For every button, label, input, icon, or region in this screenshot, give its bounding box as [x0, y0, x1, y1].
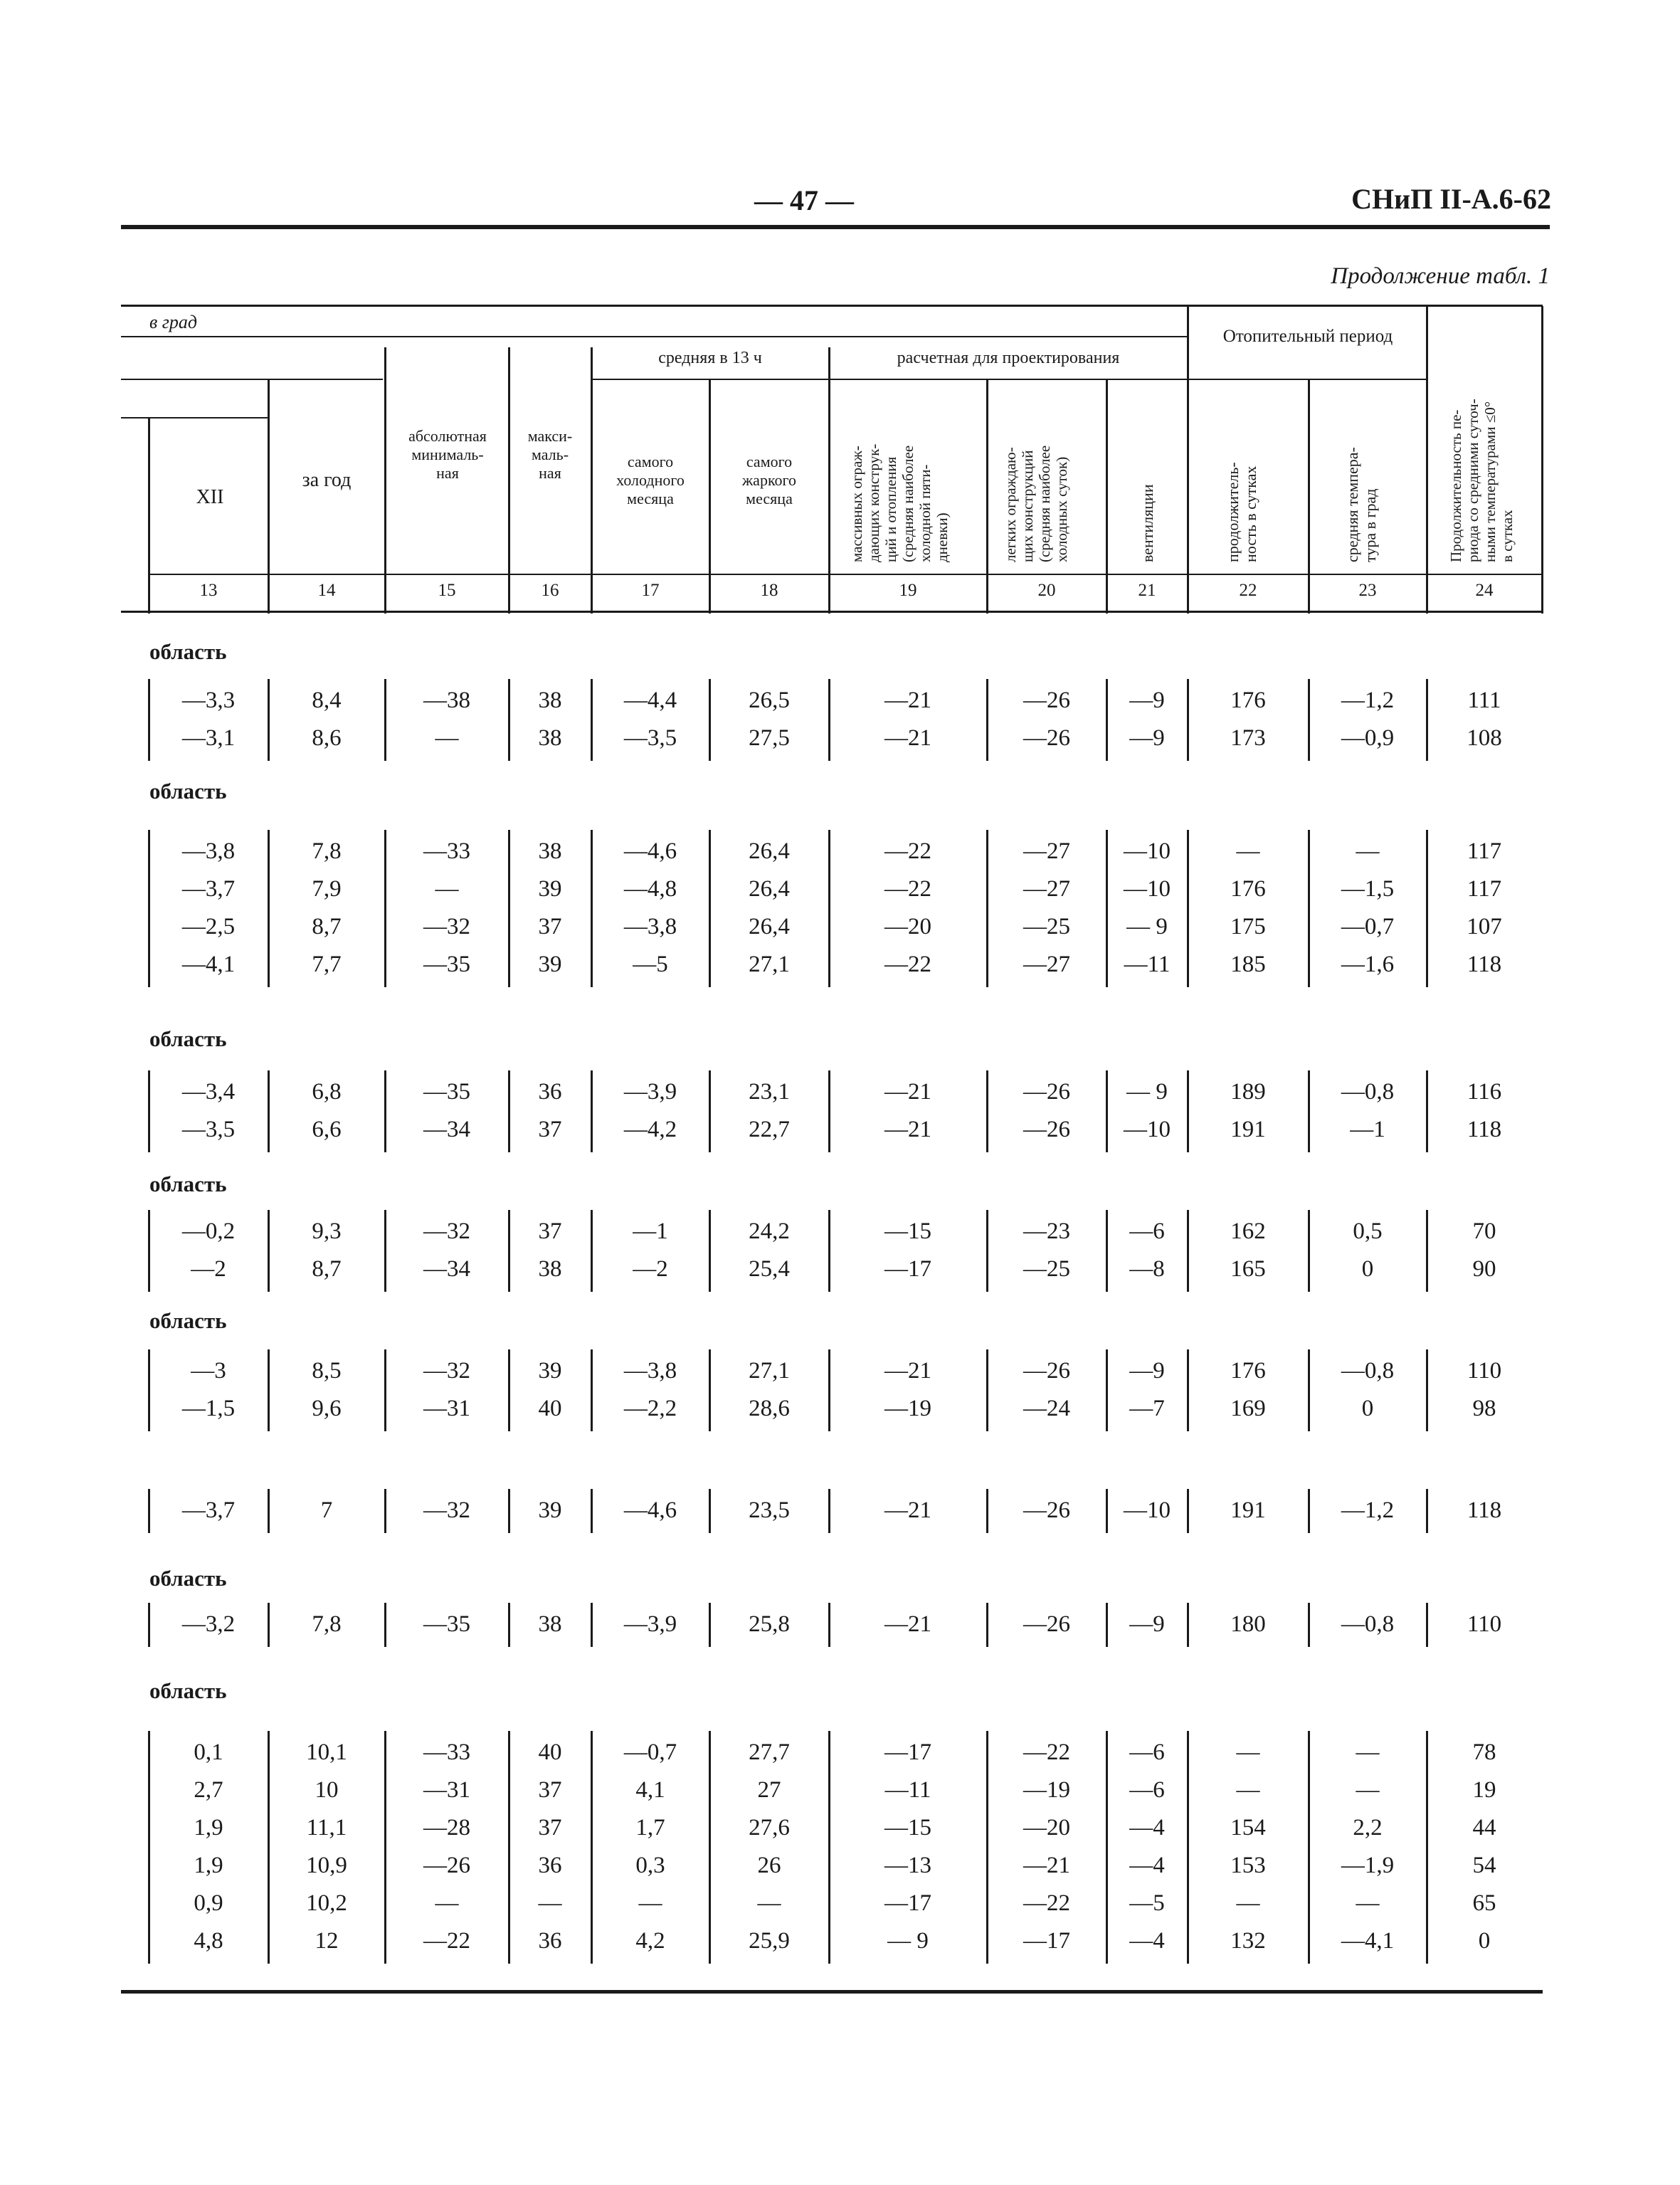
- table-cell: —: [1356, 1777, 1380, 1803]
- table-cell: —21: [884, 1358, 931, 1384]
- table-cell: —: [1236, 838, 1260, 864]
- table-cell: —22: [884, 952, 931, 977]
- table-cell: 0: [1478, 1928, 1491, 1954]
- table-cell: 0,5: [1353, 1218, 1383, 1244]
- table-cell: 9,6: [312, 1396, 342, 1421]
- table-cell: —9: [1129, 725, 1165, 751]
- table-cell: 40: [538, 1396, 562, 1421]
- header-bottom-rule: [148, 574, 1543, 575]
- table-cell: —4: [1129, 1853, 1165, 1878]
- table-cell: —9: [1129, 1358, 1165, 1384]
- table-cell: 189: [1230, 1079, 1266, 1105]
- table-cell: 7,7: [312, 952, 342, 977]
- table-cell: 9,3: [312, 1218, 342, 1244]
- units-underline: [121, 336, 1188, 337]
- table-cell: 27,5: [749, 725, 790, 751]
- table-cell: —: [1236, 1777, 1260, 1803]
- table-cell: 24,2: [749, 1218, 790, 1244]
- table-cell: —: [435, 876, 459, 902]
- table-cell: —26: [1023, 1497, 1070, 1523]
- table-cell: 27,6: [749, 1815, 790, 1841]
- table-cell: 191: [1230, 1117, 1266, 1142]
- hdr-sep-11: [1308, 380, 1310, 614]
- table-cell: —26: [423, 1853, 470, 1878]
- table-cell: 110: [1467, 1358, 1502, 1384]
- table-cell: —3,4: [181, 1079, 236, 1105]
- table-cell: 90: [1472, 1256, 1496, 1282]
- table-cell: 107: [1467, 914, 1502, 939]
- table-cell: —33: [423, 838, 470, 864]
- col23-label: средняя темпера- тура в град: [1343, 447, 1379, 562]
- table-cell: —: [757, 1890, 781, 1916]
- table-cell: 78: [1472, 1739, 1496, 1765]
- table-cell: 1,9: [194, 1815, 223, 1841]
- region-label: область: [149, 639, 227, 664]
- table-cell: —22: [423, 1928, 470, 1954]
- col22-label: продолжитель- ность в сутках: [1224, 462, 1259, 562]
- table-cell: —26: [1023, 1079, 1070, 1105]
- table-top-rule: [121, 305, 1543, 307]
- table-cell: 0,3: [635, 1853, 665, 1878]
- table-cell: 25,9: [749, 1928, 790, 1954]
- table-cell: 26: [757, 1853, 781, 1878]
- table-cell: —9: [1129, 1611, 1165, 1637]
- table-cell: —1: [633, 1218, 668, 1244]
- table-cell: 39: [538, 1358, 562, 1384]
- table-cell: 38: [538, 688, 562, 713]
- hdr-sep-13: [1541, 306, 1543, 614]
- table-cell: 111: [1467, 688, 1501, 713]
- column-number: 24: [1475, 581, 1494, 600]
- table-cell: —1,5: [1341, 876, 1395, 902]
- table-cell: 1,9: [194, 1853, 223, 1878]
- document-code: СНиП II-А.6-62: [1351, 183, 1551, 215]
- table-cell: —15: [884, 1815, 931, 1841]
- table-cell: —33: [423, 1739, 470, 1765]
- table-cell: —4: [1129, 1928, 1165, 1954]
- table-cell: 38: [538, 1256, 562, 1282]
- table-cell: —11: [1124, 952, 1171, 977]
- table-cell: —20: [884, 914, 931, 939]
- header-rule: [121, 225, 1550, 229]
- table-cell: —26: [1023, 1611, 1070, 1637]
- table-cell: 39: [538, 876, 562, 902]
- table-cell: —26: [1023, 725, 1070, 751]
- table-cell: 23,1: [749, 1079, 790, 1105]
- table-cell: —4,4: [623, 688, 677, 713]
- table-cell: 37: [538, 914, 562, 939]
- units-label: в град: [149, 312, 198, 332]
- header-rule-5: [121, 417, 268, 418]
- table-cell: 154: [1230, 1815, 1266, 1841]
- col15-label: абсолютная минималь- ная: [408, 427, 487, 482]
- table-cell: —0,2: [181, 1218, 236, 1244]
- col14-label: за год: [302, 469, 352, 491]
- table-cell: 169: [1230, 1396, 1266, 1421]
- table-cell: —21: [884, 1079, 931, 1105]
- table-cell: —35: [423, 1611, 470, 1637]
- table-cell: —26: [1023, 1358, 1070, 1384]
- table-cell: —4,1: [1341, 1928, 1395, 1954]
- table-cell: 117: [1467, 838, 1502, 864]
- table-cell: —3,8: [623, 914, 677, 939]
- table-cell: —27: [1023, 838, 1070, 864]
- table-cell: —32: [423, 1358, 470, 1384]
- table-cell: —15: [884, 1218, 931, 1244]
- table-cell: 38: [538, 725, 562, 751]
- table-cell: —22: [884, 876, 931, 902]
- column-number: 22: [1239, 581, 1257, 600]
- col18-label: самого жаркого месяца: [741, 453, 796, 507]
- table-cell: —4,8: [623, 876, 677, 902]
- table-cell: —31: [423, 1396, 470, 1421]
- table-cell: 191: [1230, 1497, 1266, 1523]
- table-cell: — 9: [1126, 914, 1168, 939]
- table-cell: 36: [538, 1853, 562, 1878]
- table-cell: —27: [1023, 876, 1070, 902]
- column-number: 15: [438, 581, 456, 600]
- table-cell: —6: [1129, 1218, 1165, 1244]
- table-cell: —: [638, 1890, 662, 1916]
- table-cell: 8,4: [312, 688, 342, 713]
- column-number: 23: [1358, 581, 1377, 600]
- table-cell: 117: [1467, 876, 1502, 902]
- table-cell: —11: [884, 1777, 931, 1803]
- hdr-sep-8: [986, 380, 988, 614]
- table-cell: —: [1356, 838, 1380, 864]
- table-cell: —9: [1129, 688, 1165, 713]
- table-cell: 8,5: [312, 1358, 342, 1384]
- col21-label: вентиляции: [1139, 484, 1156, 562]
- hdr-sep-12: [1426, 306, 1428, 614]
- table-cell: —0,8: [1341, 1611, 1395, 1637]
- table-cell: —25: [1023, 1256, 1070, 1282]
- table-cell: 7: [320, 1497, 333, 1523]
- table-cell: —17: [1023, 1928, 1070, 1954]
- mean13-group-text: средняя в 13 ч: [658, 349, 762, 367]
- table-cell: —26: [1023, 1117, 1070, 1142]
- table-cell: —3: [191, 1358, 226, 1384]
- table-cell: 118: [1467, 1497, 1502, 1523]
- table-cell: 185: [1230, 952, 1266, 977]
- table-cell: —21: [1023, 1853, 1070, 1878]
- table-cell: —21: [884, 1497, 931, 1523]
- table-cell: —3,1: [181, 725, 236, 751]
- table-cell: —4: [1129, 1815, 1165, 1841]
- heating-group-label: Отопительный период: [1222, 327, 1393, 346]
- table-cell: —2,2: [623, 1396, 677, 1421]
- table-cell: —10: [1124, 876, 1171, 902]
- colnum-bottom-rule: [121, 611, 1543, 613]
- table-cell: 44: [1472, 1815, 1496, 1841]
- table-cell: 70: [1472, 1218, 1496, 1244]
- table-cell: 27,7: [749, 1739, 790, 1765]
- table-cell: 25,8: [749, 1611, 790, 1637]
- table-cell: —22: [884, 838, 931, 864]
- column-number: 17: [641, 581, 660, 600]
- table-cell: — 9: [887, 1928, 929, 1954]
- table-cell: —38: [423, 688, 470, 713]
- table-cell: 10,9: [306, 1853, 347, 1878]
- table-cell: —21: [884, 1611, 931, 1637]
- table-cell: — 9: [1126, 1079, 1168, 1105]
- table-cell: 11,1: [306, 1815, 347, 1841]
- table-cell: 10: [315, 1777, 339, 1803]
- table-cell: —32: [423, 1218, 470, 1244]
- table-cell: —31: [423, 1777, 470, 1803]
- table-cell: 118: [1467, 952, 1502, 977]
- page-number: — 47 —: [754, 184, 854, 216]
- table-cell: 6,8: [312, 1079, 342, 1105]
- table-cell: —1,2: [1341, 1497, 1395, 1523]
- table-cell: —3,7: [181, 876, 236, 902]
- col16-label: макси- маль- ная: [527, 427, 573, 482]
- table-cell: —22: [1023, 1890, 1070, 1916]
- table-cell: 19: [1472, 1777, 1496, 1803]
- table-cell: —0,7: [623, 1739, 677, 1765]
- table-cell: 175: [1230, 914, 1266, 939]
- table-cell: 38: [538, 1611, 562, 1637]
- table-cell: —20: [1023, 1815, 1070, 1841]
- table-cell: —17: [884, 1890, 931, 1916]
- table-cell: —19: [1023, 1777, 1070, 1803]
- table-cell: 165: [1230, 1256, 1266, 1282]
- table-cell: 8,6: [312, 725, 342, 751]
- table-cell: —21: [884, 688, 931, 713]
- table-cell: —: [1356, 1739, 1380, 1765]
- table-cell: 26,5: [749, 688, 790, 713]
- region-label: область: [149, 1678, 227, 1703]
- column-number: 16: [541, 581, 559, 600]
- column-number: 18: [760, 581, 778, 600]
- table-cell: 180: [1230, 1611, 1266, 1637]
- table-cell: —4,6: [623, 838, 677, 864]
- column-number: 21: [1138, 581, 1156, 600]
- table-cell: —: [1356, 1890, 1380, 1916]
- table-cell: 12: [315, 1928, 339, 1954]
- table-cell: 26,4: [749, 914, 790, 939]
- table-cell: 0,9: [194, 1890, 223, 1916]
- table-cell: —0,7: [1341, 914, 1395, 939]
- hdr-sep-2: [268, 380, 270, 614]
- table-cell: 27: [757, 1777, 781, 1803]
- table-cell: —3,9: [623, 1611, 677, 1637]
- region-label: область: [149, 779, 227, 804]
- table-cell: —3,5: [181, 1117, 236, 1142]
- table-cell: —: [538, 1890, 562, 1916]
- table-cell: —: [1236, 1739, 1260, 1765]
- table-cell: 162: [1230, 1218, 1266, 1244]
- table-cell: —34: [423, 1256, 470, 1282]
- col17-label: самого холодного месяца: [616, 453, 685, 507]
- table-cell: —21: [884, 1117, 931, 1142]
- table-cell: 10,2: [306, 1890, 347, 1916]
- table-cell: —1,6: [1341, 952, 1395, 977]
- table-cell: —3,8: [623, 1358, 677, 1384]
- table-cell: 176: [1230, 1358, 1266, 1384]
- table-cell: —: [435, 725, 459, 751]
- table-cell: —17: [884, 1739, 931, 1765]
- table-cell: —1,9: [1341, 1853, 1395, 1878]
- region-label: область: [149, 1026, 227, 1051]
- table-cell: 0: [1361, 1256, 1374, 1282]
- table-cell: 8,7: [312, 1256, 342, 1282]
- table-cell: 173: [1230, 725, 1266, 751]
- table-cell: —19: [884, 1396, 931, 1421]
- col13-label: XII: [196, 486, 224, 508]
- table-cell: —28: [423, 1815, 470, 1841]
- table-cell: 176: [1230, 688, 1266, 713]
- table-cell: 4,1: [635, 1777, 665, 1803]
- table-cell: —3,2: [181, 1611, 236, 1637]
- col20-label: легких ограждаю- щих конструкций (средняя наиболее холодных суток): [1002, 445, 1070, 562]
- table-bottom-rule: [121, 1990, 1543, 1994]
- table-cell: 0,1: [194, 1739, 223, 1765]
- region-label: область: [149, 1308, 227, 1333]
- table-cell: 27,1: [749, 1358, 790, 1384]
- mean13-group-label: [592, 349, 828, 367]
- col24-label: Продолжительность пе- риода со средними суточ- ными температурами ≤0° в сутках: [1447, 399, 1516, 562]
- table-cell: —1,5: [181, 1396, 236, 1421]
- table-cell: —25: [1023, 914, 1070, 939]
- table-cell: —23: [1023, 1218, 1070, 1244]
- table-cell: 36: [538, 1079, 562, 1105]
- region-label: область: [149, 1566, 227, 1591]
- table-cell: —4,6: [623, 1497, 677, 1523]
- table-cell: 6,6: [312, 1117, 342, 1142]
- table-cell: 116: [1467, 1079, 1502, 1105]
- table-cell: 37: [538, 1117, 562, 1142]
- table-cell: —0,8: [1341, 1358, 1395, 1384]
- table-cell: 7,8: [312, 838, 342, 864]
- table-cell: 7,9: [312, 876, 342, 902]
- table-cell: —3,5: [623, 725, 677, 751]
- table-cell: 38: [538, 838, 562, 864]
- header-rule-3: [592, 379, 1187, 380]
- table-cell: 110: [1467, 1611, 1502, 1637]
- table-cell: 132: [1230, 1928, 1266, 1954]
- table-cell: —3,9: [623, 1079, 677, 1105]
- table-cell: —24: [1023, 1396, 1070, 1421]
- table-cell: —35: [423, 952, 470, 977]
- table-cell: —5: [633, 952, 668, 977]
- region-label: область: [149, 1172, 227, 1196]
- table-cell: —34: [423, 1117, 470, 1142]
- column-number: 19: [899, 581, 917, 600]
- continuation-label: Продолжение табл. 1: [1331, 263, 1550, 289]
- table-cell: 37: [538, 1815, 562, 1841]
- table-cell: —5: [1129, 1890, 1165, 1916]
- table-cell: 108: [1467, 725, 1502, 751]
- table-cell: —8: [1129, 1256, 1165, 1282]
- table-cell: 54: [1472, 1853, 1496, 1878]
- table-cell: —2,5: [181, 914, 236, 939]
- table-cell: 36: [538, 1928, 562, 1954]
- table-cell: —0,8: [1341, 1079, 1395, 1105]
- table-cell: —2: [633, 1256, 668, 1282]
- table-cell: —4,2: [623, 1117, 677, 1142]
- table-cell: —22: [1023, 1739, 1070, 1765]
- table-cell: 22,7: [749, 1117, 790, 1142]
- table-cell: 2,2: [1353, 1815, 1383, 1841]
- table-cell: —0,9: [1341, 725, 1395, 751]
- table-cell: —35: [423, 1079, 470, 1105]
- table-cell: 4,2: [635, 1928, 665, 1954]
- table-cell: 40: [538, 1739, 562, 1765]
- table-cell: 176: [1230, 876, 1266, 902]
- table-cell: —: [1236, 1890, 1260, 1916]
- table-cell: —7: [1129, 1396, 1165, 1421]
- table-cell: 2,7: [194, 1777, 223, 1803]
- col19-label: массивных ограж- дающих конструк- ций и отопления (средняя наиболее холодной пяти- дневки): [848, 443, 951, 562]
- hdr-sep-10: [1187, 306, 1189, 614]
- table-cell: —: [435, 1890, 459, 1916]
- table-cell: 39: [538, 952, 562, 977]
- table-cell: 0: [1361, 1396, 1374, 1421]
- table-cell: 4,8: [194, 1928, 223, 1954]
- table-cell: —6: [1129, 1777, 1165, 1803]
- header-rule-2: [121, 379, 383, 380]
- table-cell: 23,5: [749, 1497, 790, 1523]
- design-group-label: расчетная для проектирования: [897, 349, 1120, 367]
- table-cell: —26: [1023, 688, 1070, 713]
- table-cell: 10,1: [306, 1739, 347, 1765]
- table-cell: 25,4: [749, 1256, 790, 1282]
- table-cell: —3,8: [181, 838, 236, 864]
- column-number: 14: [317, 581, 336, 600]
- table-cell: 1,7: [635, 1815, 665, 1841]
- table-cell: —1: [1350, 1117, 1385, 1142]
- table-cell: —27: [1023, 952, 1070, 977]
- table-cell: —13: [884, 1853, 931, 1878]
- table-cell: —21: [884, 725, 931, 751]
- table-cell: 26,4: [749, 876, 790, 902]
- table-cell: 28,6: [749, 1396, 790, 1421]
- table-cell: —6: [1129, 1739, 1165, 1765]
- table-cell: 26,4: [749, 838, 790, 864]
- column-number: 13: [199, 581, 218, 600]
- table-cell: 65: [1472, 1890, 1496, 1916]
- table-cell: 7,8: [312, 1611, 342, 1637]
- table-cell: 27,1: [749, 952, 790, 977]
- table-cell: —10: [1124, 1117, 1171, 1142]
- table-cell: 37: [538, 1777, 562, 1803]
- hdr-sep-6: [709, 380, 711, 614]
- table-cell: —10: [1124, 1497, 1171, 1523]
- table-cell: —17: [884, 1256, 931, 1282]
- table-cell: —10: [1124, 838, 1171, 864]
- hdr-sep-9: [1106, 380, 1108, 614]
- table-cell: —4,1: [181, 952, 236, 977]
- table-cell: 37: [538, 1218, 562, 1244]
- table-cell: 39: [538, 1497, 562, 1523]
- table-cell: —3,7: [181, 1497, 236, 1523]
- table-cell: —3,3: [181, 688, 236, 713]
- table-cell: —1,2: [1341, 688, 1395, 713]
- table-cell: 8,7: [312, 914, 342, 939]
- column-number: 20: [1037, 581, 1056, 600]
- table-cell: 153: [1230, 1853, 1266, 1878]
- table-cell: —2: [191, 1256, 226, 1282]
- table-cell: —32: [423, 1497, 470, 1523]
- table-cell: 118: [1467, 1117, 1502, 1142]
- table-cell: —32: [423, 914, 470, 939]
- table-cell: 98: [1472, 1396, 1496, 1421]
